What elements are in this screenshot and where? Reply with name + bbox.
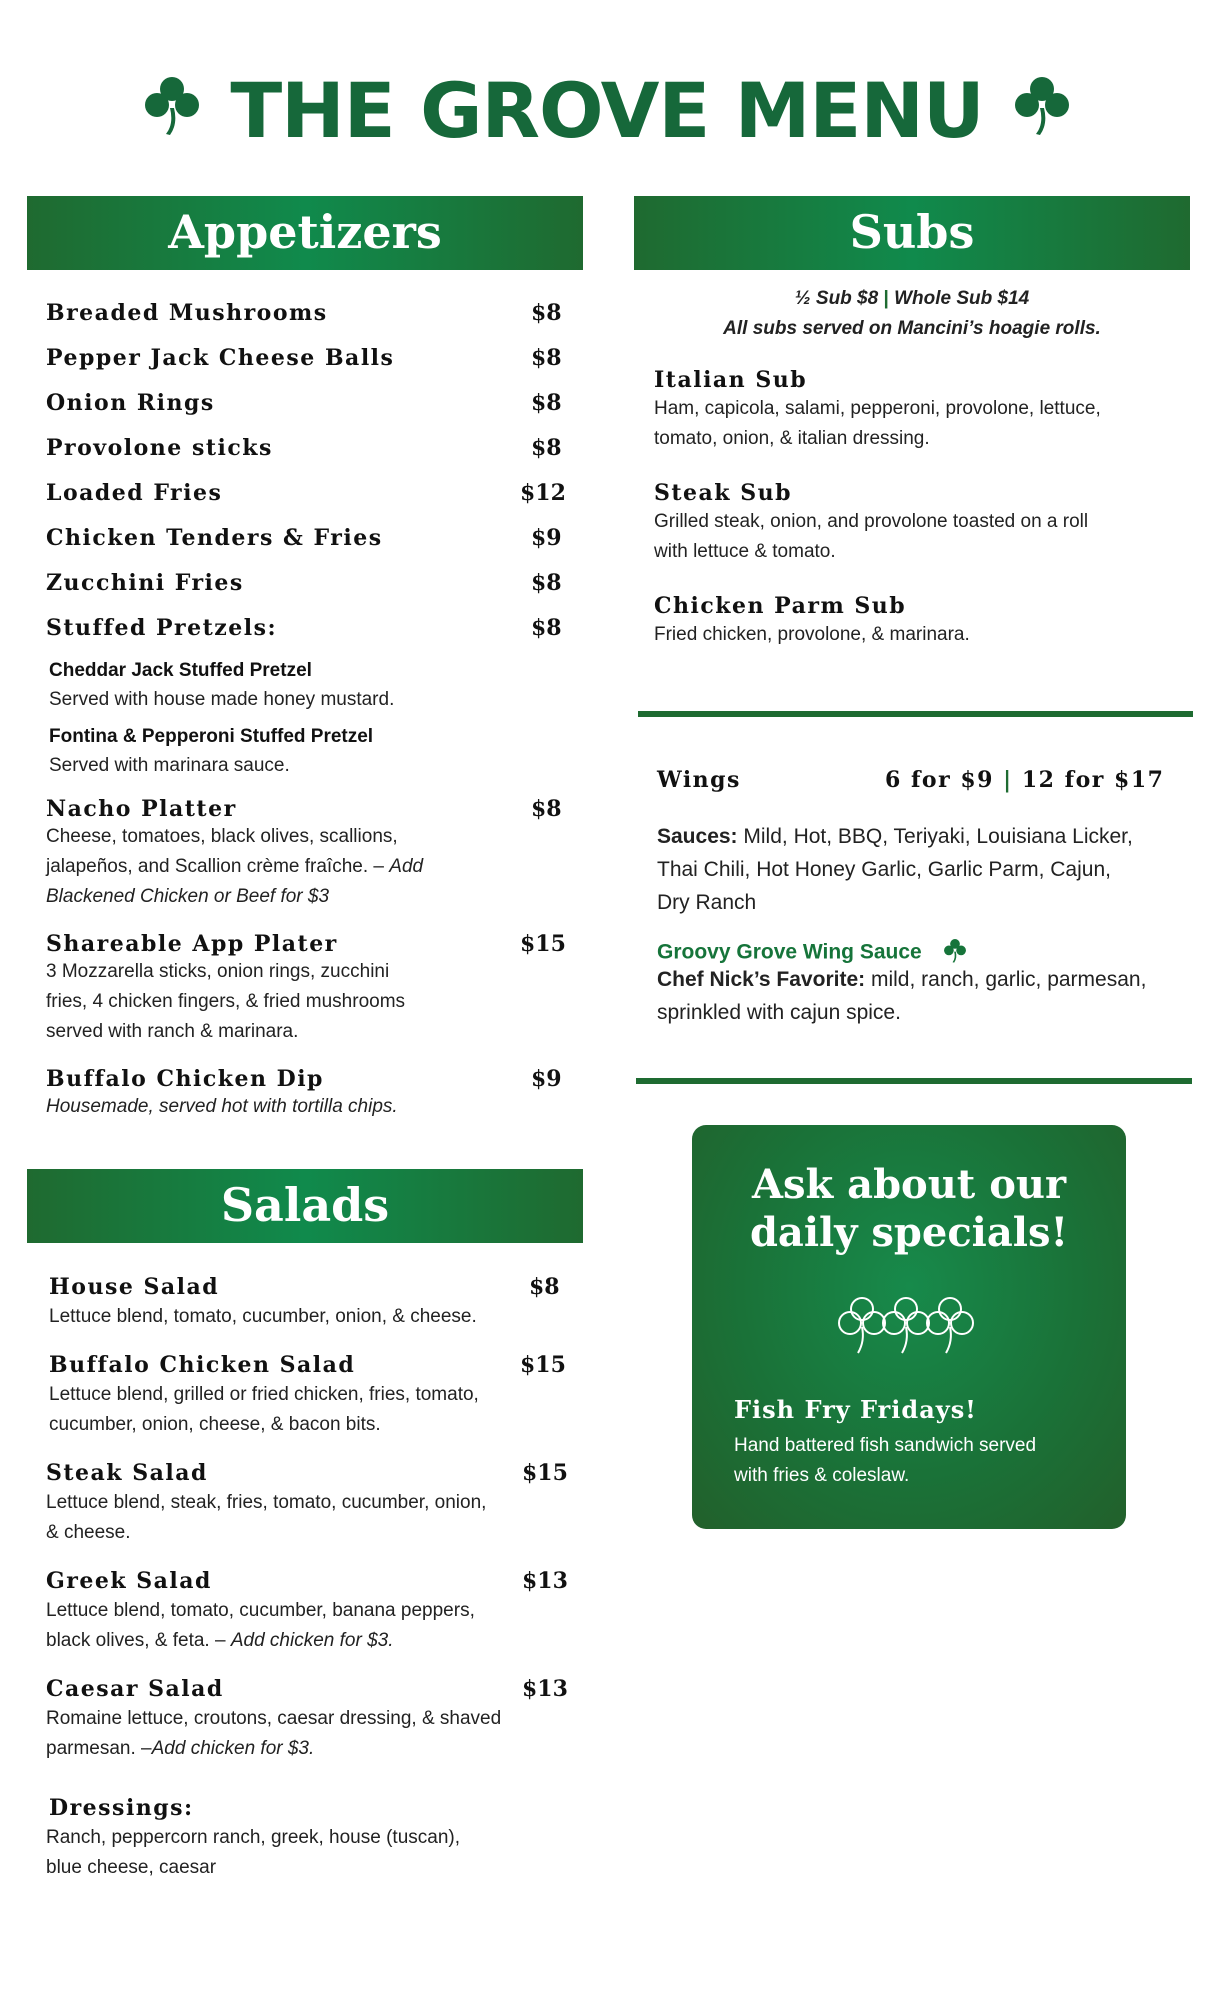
- dressings-list: [46, 1823, 460, 1883]
- specials-heading: [692, 1161, 1126, 1257]
- appetizer-price: $8: [531, 345, 562, 371]
- desc-line: Lettuce blend, steak, fries, tomato, cucumber, onion,: [46, 1492, 487, 1513]
- appetizer-price: $8: [531, 796, 562, 822]
- desc-line: [657, 820, 1177, 853]
- desc-line: Lettuce blend, tomato, cucumber, banana peppers,: [46, 1600, 475, 1621]
- fav-label: Chef Nick’s Favorite:: [657, 968, 866, 991]
- appetizer-price: $8: [531, 615, 562, 641]
- pretzel-name: Fontina & Pepperoni Stuffed Pretzel: [49, 726, 374, 747]
- desc-italic: Blackened Chicken or Beef for $3: [46, 886, 330, 907]
- desc-italic: Housemade, served hot with tortilla chips.: [46, 1096, 398, 1117]
- salad-name: Steak Salad: [46, 1460, 208, 1486]
- wings-name: Wings: [657, 767, 741, 793]
- fish-fry-title: Fish Fry Fridays!: [734, 1395, 977, 1424]
- sub-name: Steak Sub: [654, 480, 792, 506]
- desc-line: Ham, capicola, salami, pepperoni, provolone, lettuce,: [654, 398, 1101, 419]
- appetizer-price: $8: [531, 570, 562, 596]
- appetizer-name: Shareable App Plater: [46, 931, 338, 957]
- desc-line: [657, 963, 1177, 996]
- sub-name: Chicken Parm Sub: [654, 593, 907, 619]
- desc-line: Cheese, tomatoes, black olives, scallions,: [46, 826, 398, 847]
- desc-italic: Add: [389, 856, 424, 877]
- salad-price: $13: [522, 1676, 568, 1702]
- desc-line: [46, 852, 566, 882]
- sub-desc: [654, 620, 970, 650]
- appetizer-price: $8: [531, 300, 562, 326]
- desc-text: Mild, Hot, BBQ, Teriyaki, Louisiana Licker,: [743, 825, 1133, 848]
- desc-line: [46, 1626, 475, 1656]
- desc-line: Hand battered fish sandwich served: [734, 1435, 1037, 1456]
- subs-note: All subs served on Mancini’s hoagie rolls.: [723, 318, 1101, 339]
- sub-name: Italian Sub: [654, 367, 808, 393]
- desc-line: [46, 882, 566, 912]
- desc-line: Lettuce blend, tomato, cucumber, onion, & cheese.: [49, 1306, 477, 1327]
- whole-sub-price: Whole Sub $14: [894, 288, 1030, 309]
- subs-banner: Subs: [634, 196, 1190, 270]
- wings-six-price: 6 for $9: [885, 767, 994, 793]
- salad-name: Caesar Salad: [46, 1676, 224, 1702]
- appetizer-desc: [46, 957, 566, 1047]
- fish-fry-desc: [734, 1431, 1094, 1491]
- sub-desc: [654, 507, 1088, 567]
- desc-line: Lettuce blend, grilled or fried chicken, fries, tomato,: [49, 1384, 479, 1405]
- desc-line: Dry Ranch: [657, 891, 757, 914]
- desc-line: tomato, onion, & italian dressing.: [654, 428, 930, 449]
- groovy-sauce-label: Groovy Grove Wing Sauce: [657, 940, 922, 964]
- desc-line: fries, 4 chicken fingers, & fried mushrooms: [46, 991, 406, 1012]
- pretzel-desc: Served with marinara sauce.: [49, 755, 290, 776]
- desc-line: blue cheese, caesar: [46, 1857, 217, 1878]
- salad-name: Buffalo Chicken Salad: [49, 1352, 356, 1378]
- salad-price: $8: [529, 1274, 560, 1300]
- appetizer-name: Onion Rings: [46, 390, 215, 416]
- appetizer-price: $8: [531, 390, 562, 416]
- menu-title: [0, 66, 1214, 161]
- desc-line: sprinkled with cajun spice.: [657, 1001, 901, 1024]
- appetizer-name: Provolone sticks: [46, 435, 273, 461]
- salad-name: House Salad: [49, 1274, 220, 1300]
- salad-price: $15: [520, 1352, 566, 1378]
- specials-line: Ask about our: [751, 1161, 1067, 1208]
- desc-line: Grilled steak, onion, and provolone toasted on a roll: [654, 511, 1089, 532]
- salad-desc: [46, 1488, 486, 1548]
- appetizers-banner: Appetizers: [27, 196, 583, 270]
- chef-favorite: [657, 963, 1177, 1029]
- shamrocks-icon: [834, 1295, 986, 1361]
- desc-text: jalapeños, and Scallion crème fraîche. –: [46, 856, 384, 877]
- pretzel-name: Cheddar Jack Stuffed Pretzel: [49, 660, 312, 681]
- desc-line: Ranch, peppercorn ranch, greek, house (tuscan),: [46, 1827, 461, 1848]
- divider: |: [883, 288, 889, 309]
- sub-desc: [654, 394, 1101, 454]
- appetizer-price: $9: [531, 525, 562, 551]
- salad-desc: [46, 1596, 475, 1656]
- desc-line: with fries & coleslaw.: [734, 1465, 910, 1486]
- half-sub-price: ½ Sub $8: [794, 288, 879, 309]
- wings-prices: [885, 767, 1164, 793]
- menu-title-text: THE GROVE MENU: [230, 66, 984, 155]
- appetizer-name: Nacho Platter: [46, 796, 237, 822]
- wings-twelve-price: 12 for $17: [1021, 767, 1165, 793]
- specials-line: daily specials!: [749, 1209, 1069, 1256]
- appetizer-desc: [46, 1092, 398, 1122]
- appetizer-name: Chicken Tenders & Fries: [46, 525, 383, 551]
- desc-line: [46, 1734, 501, 1764]
- appetizer-name: Breaded Mushrooms: [46, 300, 328, 326]
- salad-desc: [49, 1302, 477, 1332]
- desc-line: with lettuce & tomato.: [654, 541, 836, 562]
- shamrock-icon: [140, 65, 204, 155]
- specials-box: [692, 1125, 1126, 1529]
- salad-price: $15: [522, 1460, 568, 1486]
- appetizer-name: Stuffed Pretzels:: [46, 615, 278, 641]
- sauces-label: Sauces:: [657, 825, 738, 848]
- desc-line: Thai Chili, Hot Honey Garlic, Garlic Parm, Cajun,: [657, 858, 1111, 881]
- salad-price: $13: [522, 1568, 568, 1594]
- appetizer-name: Zucchini Fries: [46, 570, 244, 596]
- desc-italic: Add chicken for $3.: [151, 1738, 315, 1759]
- subs-pricing: [634, 284, 1190, 344]
- divider: |: [1003, 767, 1013, 793]
- desc-line: 3 Mozzarella sticks, onion rings, zucchini: [46, 961, 390, 982]
- subs-price-line: [634, 284, 1190, 314]
- appetizer-name: Loaded Fries: [46, 480, 223, 506]
- desc-line: Romaine lettuce, croutons, caesar dressing, & shaved: [46, 1708, 502, 1729]
- appetizer-price: $12: [520, 480, 566, 506]
- desc-line: Fried chicken, provolone, & marinara.: [654, 624, 970, 645]
- appetizer-name: Pepper Jack Cheese Balls: [46, 345, 395, 371]
- appetizer-price: $9: [531, 1066, 562, 1092]
- dressings-label: Dressings:: [49, 1795, 194, 1821]
- appetizer-name: Buffalo Chicken Dip: [46, 1066, 324, 1092]
- shamrock-icon: [1010, 65, 1074, 155]
- salad-desc: [49, 1380, 479, 1440]
- wing-sauces: [657, 820, 1177, 919]
- desc-text: black olives, & feta. –: [46, 1630, 226, 1651]
- divider-line: [636, 1078, 1192, 1084]
- desc-line: cucumber, onion, cheese, & bacon bits.: [49, 1414, 381, 1435]
- salad-desc: [46, 1704, 501, 1764]
- appetizer-desc: [46, 822, 566, 912]
- desc-line: served with ranch & marinara.: [46, 1021, 299, 1042]
- desc-text: parmesan. –: [46, 1738, 152, 1759]
- desc-text: mild, ranch, garlic, parmesan,: [870, 968, 1147, 991]
- desc-italic: Add chicken for $3.: [230, 1630, 394, 1651]
- pretzel-desc: Served with house made honey mustard.: [49, 689, 395, 710]
- salads-banner: Salads: [27, 1169, 583, 1243]
- desc-line: & cheese.: [46, 1522, 131, 1543]
- appetizer-price: $15: [520, 931, 566, 957]
- salad-name: Greek Salad: [46, 1568, 212, 1594]
- divider-line: [638, 711, 1193, 717]
- appetizer-price: $8: [531, 435, 562, 461]
